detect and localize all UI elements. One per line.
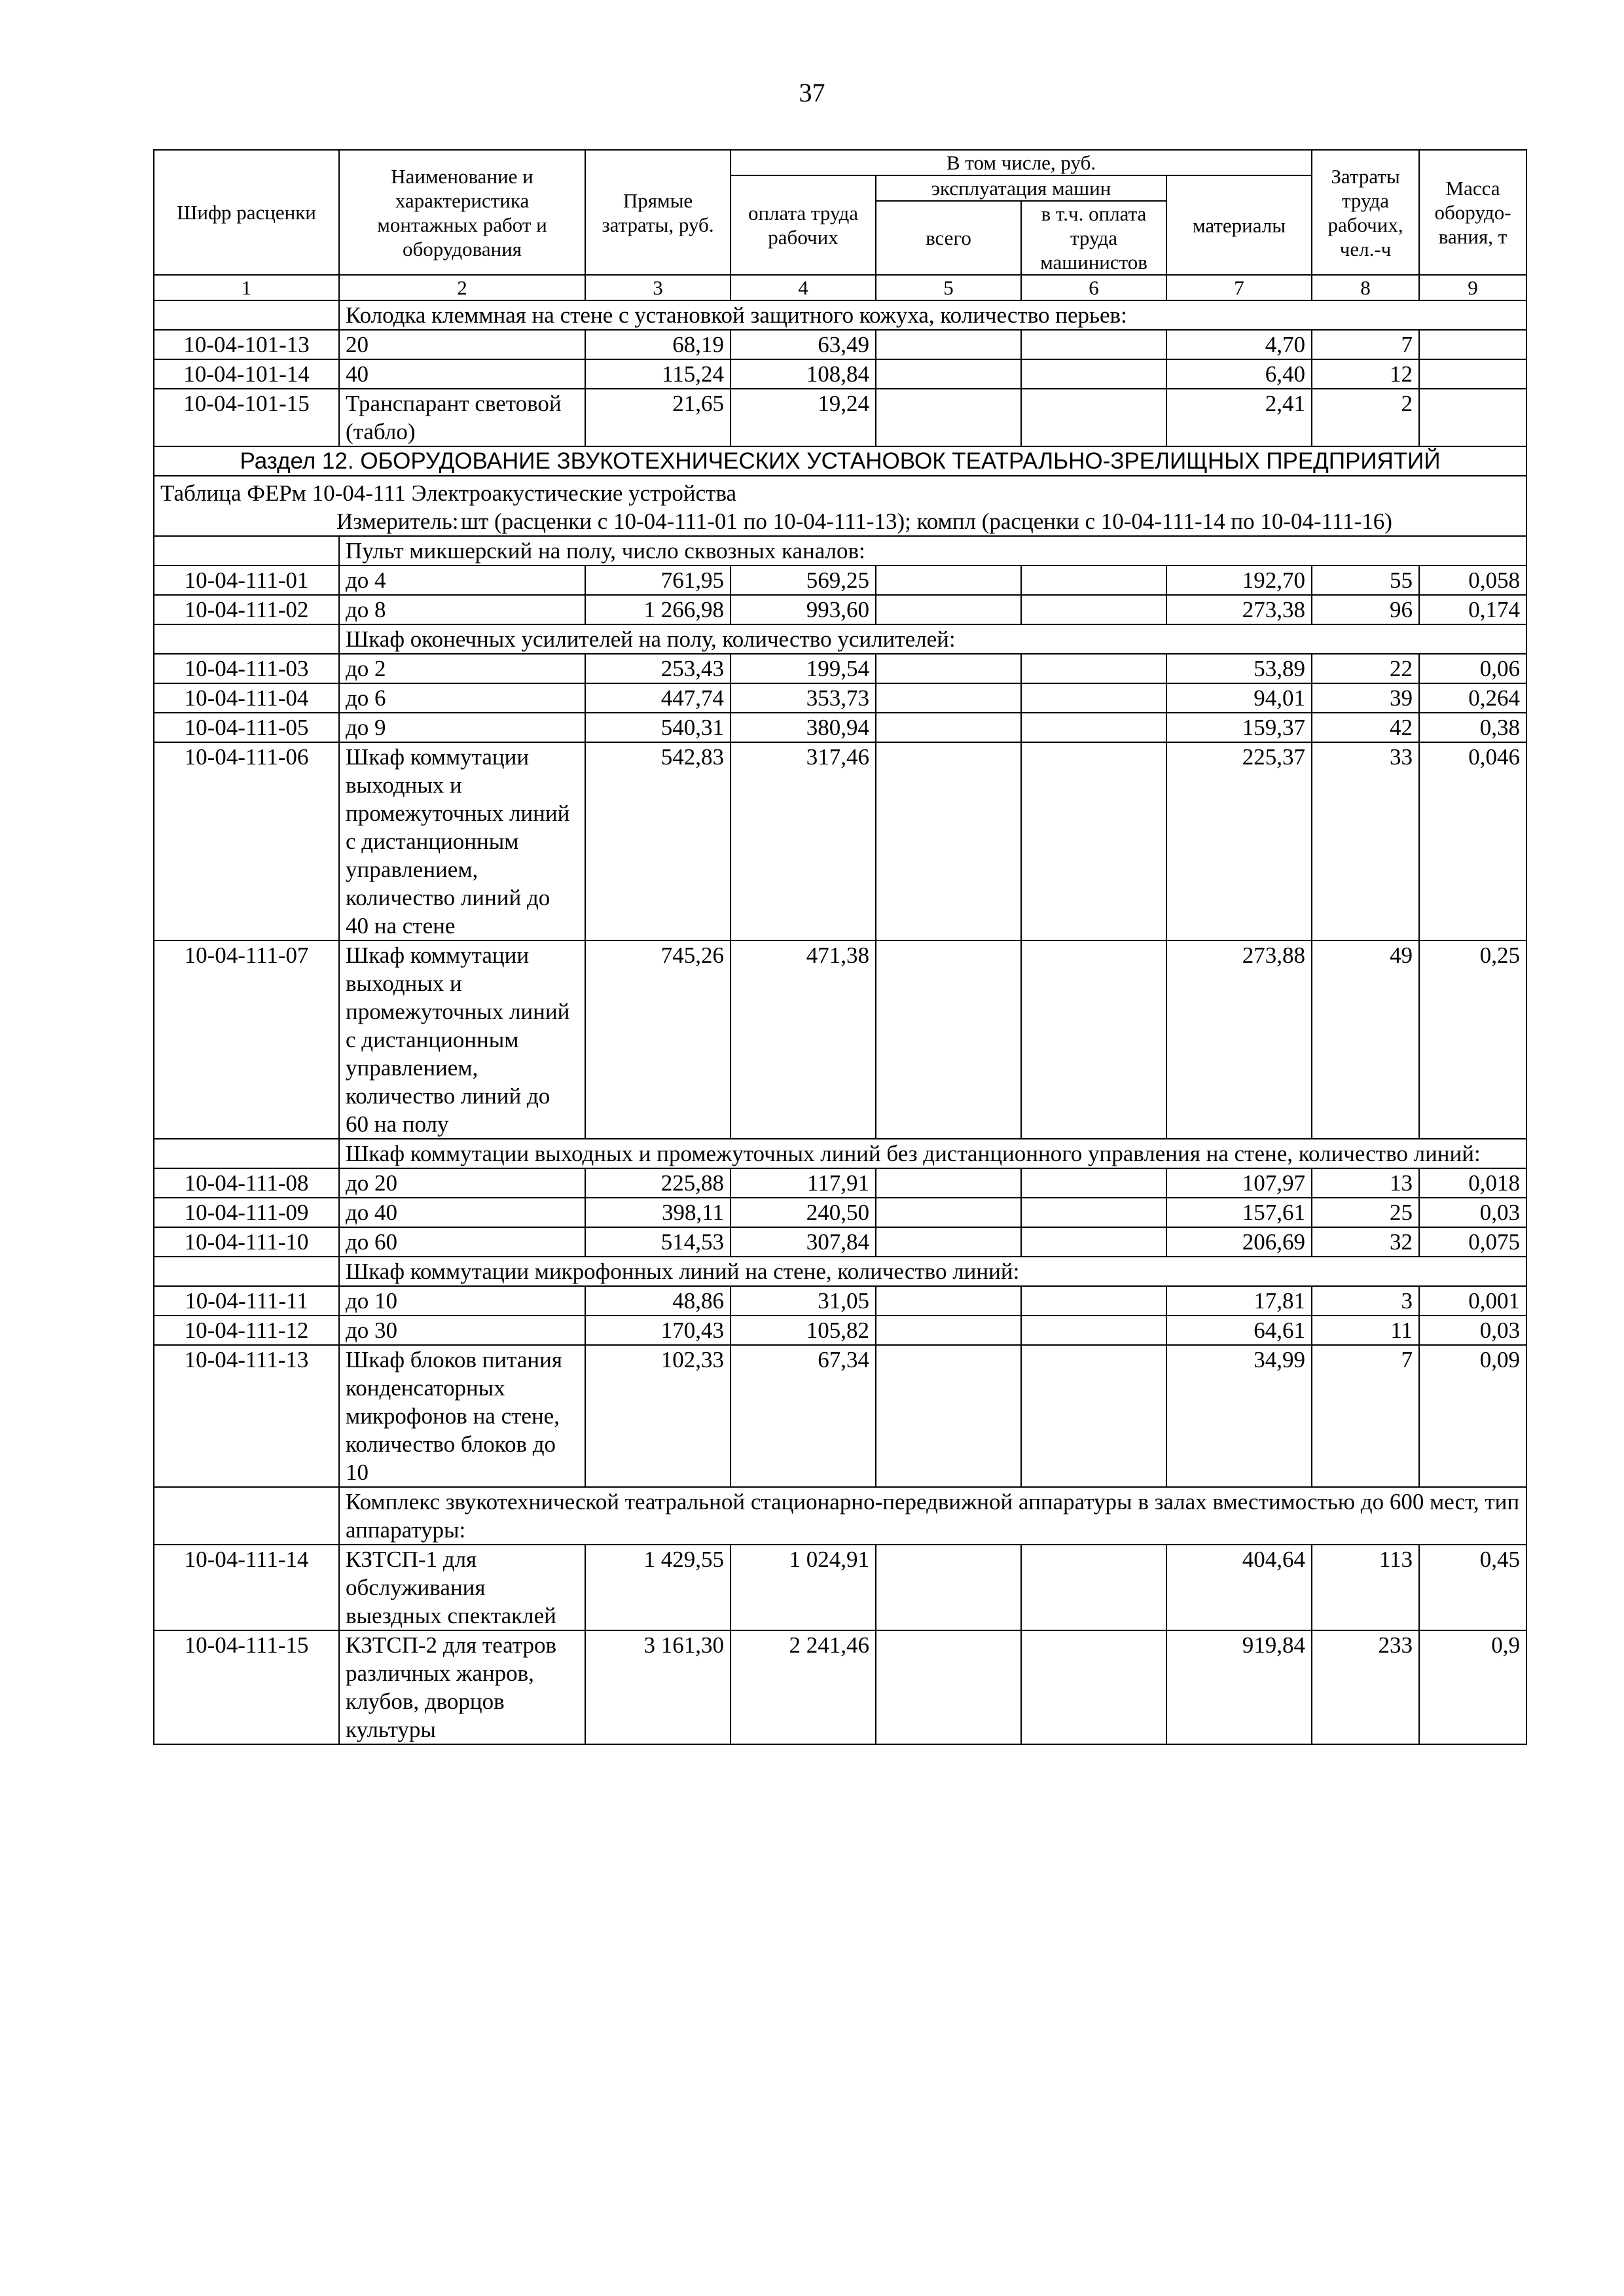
machines-total [876, 1316, 1021, 1345]
equipment-mass [1419, 389, 1526, 446]
machines-total [876, 1286, 1021, 1316]
direct-cost: 1 429,55 [585, 1545, 731, 1630]
labor-pay: 67,34 [731, 1345, 876, 1487]
direct-cost: 170,43 [585, 1316, 731, 1345]
rates-table [153, 149, 1527, 1745]
column-number: 6 [1021, 275, 1166, 300]
direct-cost: 253,43 [585, 654, 731, 683]
labor-hours: 12 [1312, 359, 1419, 389]
table-row [154, 389, 1526, 446]
header-including: В том числе, руб. [731, 150, 1312, 175]
rate-code: 10-04-101-13 [154, 330, 339, 359]
materials: 6,40 [1166, 359, 1312, 389]
rate-name: 40 [339, 359, 585, 389]
labor-hours: 42 [1312, 713, 1419, 742]
machinist-pay [1021, 595, 1166, 624]
rate-code: 10-04-111-07 [154, 941, 339, 1139]
labor-pay: 353,73 [731, 683, 876, 713]
labor-hours: 55 [1312, 565, 1419, 595]
rate-name: КЗТСП-2 для театров различных жанров, клубов, дворцов культуры [339, 1630, 585, 1744]
labor-hours: 113 [1312, 1545, 1419, 1630]
table-row [154, 1168, 1526, 1198]
materials: 157,61 [1166, 1198, 1312, 1227]
group-title: Шкаф коммутации микрофонных линий на стене, количество линий: [339, 1257, 1526, 1286]
machinist-pay [1021, 359, 1166, 389]
group-row [154, 536, 1526, 565]
table-row [154, 1198, 1526, 1227]
direct-cost: 115,24 [585, 359, 731, 389]
labor-hours: 39 [1312, 683, 1419, 713]
machinist-pay [1021, 713, 1166, 742]
machines-total [876, 1198, 1021, 1227]
table-header [154, 150, 1526, 300]
equipment-mass: 0,03 [1419, 1316, 1526, 1345]
machines-total [876, 654, 1021, 683]
rate-name: КЗТСП-1 для обслуживания выездных спектаклей [339, 1545, 585, 1630]
rate-code: 10-04-111-15 [154, 1630, 339, 1744]
rate-name: до 9 [339, 713, 585, 742]
materials: 273,38 [1166, 595, 1312, 624]
equipment-mass: 0,25 [1419, 941, 1526, 1139]
rate-code: 10-04-101-14 [154, 359, 339, 389]
direct-cost: 1 266,98 [585, 595, 731, 624]
machinist-pay [1021, 1286, 1166, 1316]
materials: 64,61 [1166, 1316, 1312, 1345]
group-title: Шкаф коммутации выходных и промежуточных линий без дистанционного управления на стене, количество линий: [339, 1139, 1526, 1168]
labor-pay: 240,50 [731, 1198, 876, 1227]
header-mass: Масса оборудо-вания, т [1419, 150, 1526, 275]
rate-code: 10-04-111-05 [154, 713, 339, 742]
materials: 159,37 [1166, 713, 1312, 742]
table-row [154, 359, 1526, 389]
rate-code: 10-04-111-09 [154, 1198, 339, 1227]
labor-hours: 32 [1312, 1227, 1419, 1257]
equipment-mass: 0,06 [1419, 654, 1526, 683]
rate-name: до 4 [339, 565, 585, 595]
materials: 206,69 [1166, 1227, 1312, 1257]
rate-name: 20 [339, 330, 585, 359]
section-title: Раздел 12. ОБОРУДОВАНИЕ ЗВУКОТЕХНИЧЕСКИХ УСТАНОВОК ТЕАТРАЛЬНО-ЗРЕЛИЩНЫХ ПРЕДПРИЯТИЙ [154, 446, 1526, 476]
materials: 17,81 [1166, 1286, 1312, 1316]
labor-pay: 380,94 [731, 713, 876, 742]
labor-hours: 7 [1312, 1345, 1419, 1487]
machinist-pay [1021, 1630, 1166, 1744]
page-number: 37 [799, 78, 825, 107]
direct-cost: 540,31 [585, 713, 731, 742]
machines-total [876, 595, 1021, 624]
machines-total [876, 1345, 1021, 1487]
rate-code: 10-04-111-11 [154, 1286, 339, 1316]
machinist-pay [1021, 742, 1166, 941]
labor-pay: 19,24 [731, 389, 876, 446]
direct-cost: 48,86 [585, 1286, 731, 1316]
direct-cost: 514,53 [585, 1227, 731, 1257]
table-row [154, 683, 1526, 713]
rate-code: 10-04-111-13 [154, 1345, 339, 1487]
equipment-mass: 0,075 [1419, 1227, 1526, 1257]
rate-code: 10-04-111-04 [154, 683, 339, 713]
machines-total [876, 1227, 1021, 1257]
machines-total [876, 565, 1021, 595]
labor-pay: 2 241,46 [731, 1630, 876, 1744]
labor-pay: 105,82 [731, 1316, 876, 1345]
labor-pay: 993,60 [731, 595, 876, 624]
machinist-pay [1021, 654, 1166, 683]
table-row [154, 1227, 1526, 1257]
labor-pay: 199,54 [731, 654, 876, 683]
table-row [154, 1345, 1526, 1487]
table-row [154, 1630, 1526, 1744]
machines-total [876, 941, 1021, 1139]
rate-code: 10-04-111-12 [154, 1316, 339, 1345]
machinist-pay [1021, 1227, 1166, 1257]
table-row [154, 1286, 1526, 1316]
column-number: 8 [1312, 275, 1419, 300]
materials: 34,99 [1166, 1345, 1312, 1487]
direct-cost: 542,83 [585, 742, 731, 941]
labor-pay: 471,38 [731, 941, 876, 1139]
labor-hours: 96 [1312, 595, 1419, 624]
header-machines: эксплуатация машин [876, 175, 1166, 201]
rate-name: до 6 [339, 683, 585, 713]
rate-name: до 20 [339, 1168, 585, 1198]
group-row [154, 624, 1526, 654]
labor-hours: 11 [1312, 1316, 1419, 1345]
labor-hours: 7 [1312, 330, 1419, 359]
measure-label: Измеритель: [336, 509, 459, 534]
column-number: 1 [154, 275, 339, 300]
machinist-pay [1021, 1168, 1166, 1198]
materials: 2,41 [1166, 389, 1312, 446]
machinist-pay [1021, 389, 1166, 446]
rate-code: 10-04-111-06 [154, 742, 339, 941]
labor-hours: 25 [1312, 1198, 1419, 1227]
group-row [154, 300, 1526, 330]
machines-total [876, 389, 1021, 446]
equipment-mass: 0,058 [1419, 565, 1526, 595]
machines-total [876, 683, 1021, 713]
group-title: Колодка клеммная на стене с установкой защитного кожуха, количество перьев: [339, 300, 1526, 330]
equipment-mass: 0,174 [1419, 595, 1526, 624]
group-row [154, 1139, 1526, 1168]
labor-hours: 49 [1312, 941, 1419, 1139]
table-title-row [154, 476, 1526, 536]
section-row [154, 446, 1526, 476]
machinist-pay [1021, 565, 1166, 595]
materials: 192,70 [1166, 565, 1312, 595]
table-row [154, 565, 1526, 595]
group-row [154, 1487, 1526, 1545]
rate-name: до 30 [339, 1316, 585, 1345]
machinist-pay [1021, 1545, 1166, 1630]
rate-name: до 60 [339, 1227, 585, 1257]
measure-text: шт (расценки с 10-04-111-01 по 10-04-111-13); компл (расценки с 10-04-111-14 по 10-04-111-16) [461, 509, 1392, 534]
direct-cost: 225,88 [585, 1168, 731, 1198]
direct-cost: 102,33 [585, 1345, 731, 1487]
labor-hours: 233 [1312, 1630, 1419, 1744]
header-direct: Прямые затраты, руб. [585, 150, 731, 275]
labor-pay: 63,49 [731, 330, 876, 359]
column-number: 4 [731, 275, 876, 300]
column-number: 5 [876, 275, 1021, 300]
table-row [154, 1316, 1526, 1345]
header-machines-total: всего [876, 201, 1021, 275]
machines-total [876, 330, 1021, 359]
machines-total [876, 359, 1021, 389]
materials: 225,37 [1166, 742, 1312, 941]
materials: 107,97 [1166, 1168, 1312, 1198]
header-name: Наименование и характеристика монтажных работ и оборудования [339, 150, 585, 275]
labor-hours: 13 [1312, 1168, 1419, 1198]
table-row [154, 595, 1526, 624]
rate-name: до 40 [339, 1198, 585, 1227]
direct-cost: 68,19 [585, 330, 731, 359]
column-number: 3 [585, 275, 731, 300]
rate-code: 10-04-111-10 [154, 1227, 339, 1257]
labor-hours: 3 [1312, 1286, 1419, 1316]
direct-cost: 398,11 [585, 1198, 731, 1227]
rate-name: Шкаф коммутации выходных и промежуточных линий с дистанционным управлением, количество линий до 60 на полу [339, 941, 585, 1139]
labor-hours: 22 [1312, 654, 1419, 683]
header-machinist-pay: в т.ч. оплата труда машинистов [1021, 201, 1166, 275]
labor-hours: 2 [1312, 389, 1419, 446]
rate-code: 10-04-111-08 [154, 1168, 339, 1198]
machines-total [876, 713, 1021, 742]
labor-pay: 31,05 [731, 1286, 876, 1316]
equipment-mass: 0,001 [1419, 1286, 1526, 1316]
direct-cost: 447,74 [585, 683, 731, 713]
equipment-mass: 0,09 [1419, 1345, 1526, 1487]
equipment-mass: 0,264 [1419, 683, 1526, 713]
table-row [154, 742, 1526, 941]
direct-cost: 21,65 [585, 389, 731, 446]
direct-cost: 761,95 [585, 565, 731, 595]
labor-pay: 117,91 [731, 1168, 876, 1198]
machines-total [876, 742, 1021, 941]
table-row [154, 941, 1526, 1139]
machines-total [876, 1630, 1021, 1744]
rate-name: до 2 [339, 654, 585, 683]
materials: 94,01 [1166, 683, 1312, 713]
equipment-mass: 0,03 [1419, 1198, 1526, 1227]
materials: 919,84 [1166, 1630, 1312, 1744]
equipment-mass: 0,018 [1419, 1168, 1526, 1198]
equipment-mass [1419, 359, 1526, 389]
column-number: 7 [1166, 275, 1312, 300]
machinist-pay [1021, 1345, 1166, 1487]
equipment-mass: 0,9 [1419, 1630, 1526, 1744]
measure-line [154, 507, 1526, 535]
machinist-pay [1021, 941, 1166, 1139]
machines-total [876, 1545, 1021, 1630]
materials: 53,89 [1166, 654, 1312, 683]
table-row [154, 713, 1526, 742]
column-number: 9 [1419, 275, 1526, 300]
table-row [154, 654, 1526, 683]
machinist-pay [1021, 1316, 1166, 1345]
column-number: 2 [339, 275, 585, 300]
group-title: Шкаф оконечных усилителей на полу, количество усилителей: [339, 624, 1526, 654]
rate-code: 10-04-111-01 [154, 565, 339, 595]
labor-pay: 569,25 [731, 565, 876, 595]
header-code: Шифр расценки [154, 150, 339, 275]
rate-code: 10-04-101-15 [154, 389, 339, 446]
labor-hours: 33 [1312, 742, 1419, 941]
equipment-mass [1419, 330, 1526, 359]
equipment-mass: 0,046 [1419, 742, 1526, 941]
rate-name: Шкаф блоков питания конденсаторных микрофонов на стене, количество блоков до 10 [339, 1345, 585, 1487]
rate-name: до 8 [339, 595, 585, 624]
materials: 273,88 [1166, 941, 1312, 1139]
header-labor-cost: Затраты труда рабочих, чел.-ч [1312, 150, 1419, 275]
equipment-mass: 0,38 [1419, 713, 1526, 742]
rate-code: 10-04-111-14 [154, 1545, 339, 1630]
machinist-pay [1021, 683, 1166, 713]
rate-name: Шкаф коммутации выходных и промежуточных линий с дистанционным управлением, количество линий до 40 на стене [339, 742, 585, 941]
machinist-pay [1021, 330, 1166, 359]
group-row [154, 1257, 1526, 1286]
materials: 404,64 [1166, 1545, 1312, 1630]
table-row [154, 330, 1526, 359]
table-title: Таблица ФЕРм 10-04-111 Электроакустические устройства [160, 480, 737, 506]
labor-pay: 307,84 [731, 1227, 876, 1257]
materials: 4,70 [1166, 330, 1312, 359]
header-labor-pay: оплата труда рабочих [731, 175, 876, 275]
header-materials: материалы [1166, 175, 1312, 275]
direct-cost: 745,26 [585, 941, 731, 1139]
equipment-mass: 0,45 [1419, 1545, 1526, 1630]
group-title: Пульт микшерский на полу, число сквозных каналов: [339, 536, 1526, 565]
table-row [154, 1545, 1526, 1630]
labor-pay: 108,84 [731, 359, 876, 389]
rate-code: 10-04-111-03 [154, 654, 339, 683]
direct-cost: 3 161,30 [585, 1630, 731, 1744]
labor-pay: 1 024,91 [731, 1545, 876, 1630]
labor-pay: 317,46 [731, 742, 876, 941]
group-title: Комплекс звукотехнической театральной стационарно-передвижной аппаратуры в залах вместимостью до 600 мест, тип аппаратуры: [339, 1487, 1526, 1545]
rate-name: до 10 [339, 1286, 585, 1316]
rate-name: Транспарант световой (табло) [339, 389, 585, 446]
rate-code: 10-04-111-02 [154, 595, 339, 624]
column-numbers [154, 275, 1526, 300]
machinist-pay [1021, 1198, 1166, 1227]
machines-total [876, 1168, 1021, 1198]
